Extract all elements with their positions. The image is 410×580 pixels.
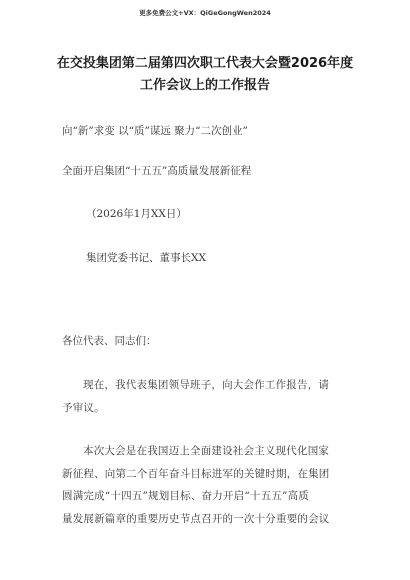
paragraph-line: 本次大会是在我国迈上全面建设社会主义现代化国家: [83, 445, 330, 457]
page-title-line-1: 在交投集团第二届第四次职工代表大会暨2026年度: [56, 56, 354, 71]
page-title-line-2: 工作会议上的工作报告: [139, 78, 270, 93]
paragraph-line: 现在，我代表集团领导班子，向大会作工作报告，请: [83, 379, 330, 391]
report-date: （2026年1月XX日）: [86, 208, 187, 220]
paragraph-line: 圆满完成“十四五”规划目标、奋力开启“十五五”高质: [62, 490, 309, 502]
paragraph-line: 予审议。: [62, 401, 105, 414]
header-note: 更多免费公文+VX：QiGeGongWen2024: [139, 9, 271, 17]
paragraph-line: 新征程、向第二个百年奋斗目标进军的关键时期，在集团: [62, 467, 330, 480]
subtitle-theme: 全面开启集团“十五五”高质量发展新征程: [62, 165, 252, 177]
body-paragraph-1: [62, 374, 362, 419]
salutation: 各位代表、同志们：: [62, 335, 157, 347]
body-paragraph-2: [62, 440, 362, 530]
subtitle-slogan: 向“新”求变 以“质”谋远 聚力“二次创业”: [62, 125, 248, 137]
paragraph-line: 量发展新篇章的重要历史节点召开的一次十分重要的会议: [62, 512, 330, 525]
speaker-line: 集团党委书记、董事长XX: [86, 252, 206, 264]
